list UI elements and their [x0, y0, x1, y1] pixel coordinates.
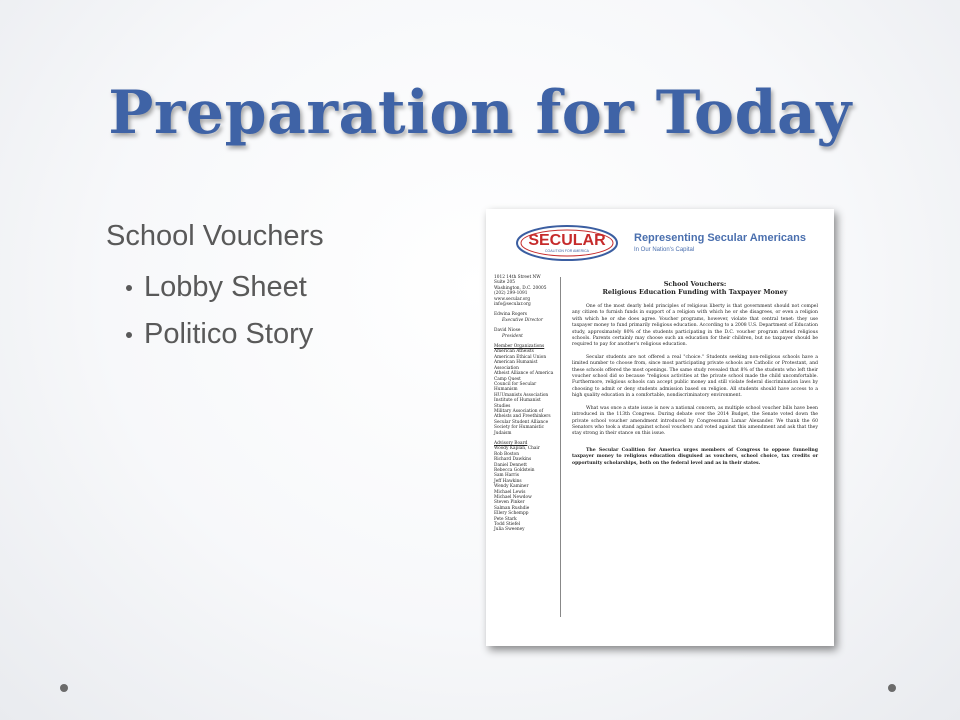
logo-text: SECULAR	[528, 232, 606, 249]
nav-dot-left	[60, 684, 68, 692]
member-item: Council for Secular Humanism	[494, 381, 537, 393]
member-item: American Humanist Association	[494, 360, 538, 371]
member-item: Secular Student Alliance	[494, 419, 549, 425]
bullet-label: Lobby Sheet	[144, 271, 307, 303]
doc-subheadline: Religious Education Funding with Taxpayer Money	[602, 287, 788, 296]
slide-body	[106, 220, 324, 365]
address-block	[494, 275, 558, 307]
bullet-item	[126, 318, 324, 351]
advisory-item: Richard Dawkins	[494, 457, 532, 463]
advisory-item: Todd Stiefel	[494, 522, 521, 528]
doc-closing: The Secular Coalition for America urges members of Congress to oppose funneling taxpayer money to religious education disguised as vouchers, school choice, tax credits or opportunity scholarships, both on the federal level and as in their states.	[572, 447, 818, 466]
advisory-item: Rebecca Goldstein	[494, 468, 535, 473]
member-item: American Atheists	[494, 349, 534, 355]
org-tagline: In Our Nation's Capital	[634, 247, 695, 253]
slide-title: Preparation for Today	[108, 78, 852, 148]
advisory-item: Julia Sweeney	[494, 527, 525, 533]
address-line: info@secular.org	[494, 302, 531, 308]
doc-divider	[560, 277, 561, 617]
address-line: Washington, D.C. 20005	[494, 285, 547, 291]
member-list	[494, 344, 558, 436]
address-line: www.secular.org	[494, 296, 531, 302]
staff-role: Executive Director	[502, 317, 543, 323]
member-item: Institute of Humanist Studies	[494, 398, 541, 409]
bullet-item	[126, 271, 324, 304]
secular-coalition-logo	[515, 223, 619, 263]
advisory-item: Woody Kaplan, Chair	[494, 446, 540, 452]
bullet-icon	[126, 332, 132, 338]
staff-name: David Niose	[494, 328, 521, 334]
nav-dot-right	[888, 684, 896, 692]
address-line: Suite 205	[494, 280, 515, 286]
doc-paragraph: Secular students are not offered a real "choice." Students seeking non-religious schools have a limited number to choose from, since most participating private schools are Catholic or Protestant, and these schools offered the most openings. The same study revealed that 8% of the students who left their voucher school did so because "religious activities at the private school made the child uncomfortable. Furthermore, religious schools can accept public money and still violate federal discrimination laws by choosing to admit or deny students admission based on religion. All students should have access to a high quality education in a comfortable, nondiscriminatory environment.	[572, 354, 818, 399]
member-heading: Member Organizations	[494, 344, 545, 350]
doc-main	[572, 281, 818, 473]
advisory-item: Ellery Schempp	[494, 511, 529, 517]
president-block	[494, 328, 558, 339]
logo-subtext: COALITION FOR AMERICA	[545, 249, 589, 253]
advisory-item: Daniel Dennett	[494, 462, 527, 468]
member-item: American Ethical Union	[494, 354, 547, 360]
doc-headline: School Vouchers:	[663, 280, 727, 288]
advisory-item: Pete Stark	[494, 516, 517, 522]
org-name: Representing Secular Americans	[634, 232, 806, 244]
slide-heading: School Vouchers	[106, 220, 324, 252]
doc-paragraph: One of the most dearly held principles of religious liberty is that government should not compel any citizen to furnish funds in support of a religion with which he or she disagrees, or even a religion with which he or she does agree. Voucher programs, however, violate that central tenet: they use taxpayer money to fund primarily religious education. According to a 2008 U.S. Department of Education study, approximately 80% of the students participating in the D.C. voucher program attend religious schools. Parents certainly may choose such an education for their children, but no taxpayer should be required to pay for another's religious education.	[572, 304, 818, 348]
staff-name: Edwina Rogers	[494, 312, 528, 318]
advisory-item: Rob Boston	[494, 451, 519, 457]
member-item: Military Association of Atheists and Freethinkers	[494, 408, 551, 420]
bullet-list	[106, 271, 324, 351]
advisory-item: Jeff Hawkins	[494, 478, 522, 484]
bullet-icon	[126, 285, 132, 291]
member-item: Atheist Alliance of America	[494, 371, 554, 377]
lobby-sheet-image	[486, 209, 834, 646]
address-line: 1012 14th Street NW	[494, 275, 541, 280]
advisory-item: Wendy Kaminer	[494, 484, 529, 490]
advisory-heading: Advisory Board	[494, 440, 528, 446]
advisory-item: Steven Pinker	[494, 500, 525, 506]
advisory-item: Michael Newdow	[494, 495, 532, 501]
advisory-item: Michael Lewis	[494, 489, 526, 495]
member-item: HUUmanists Association	[494, 392, 549, 398]
member-item: Society for Humanistic Judaism	[494, 425, 544, 436]
member-item: Camp Quest	[494, 376, 521, 382]
advisory-item: Sam Harris	[494, 473, 519, 479]
advisory-item: Salman Rushdie	[494, 505, 530, 511]
exec-block	[494, 312, 558, 323]
doc-paragraph: What was once a state issue is now a national concern, as multiple school voucher bills have been introduced in the 113th Congress. During debate over the 2014 Budget, the Senate voted down the private school voucher amendment introduced by Congressman Lamar Alexander. We thank the 60 Senators who took a stand against school vouchers and voted against this amendment and ask that they stay strong in their stance on this issue.	[572, 405, 818, 437]
staff-role: President	[502, 333, 523, 339]
advisory-list	[494, 441, 558, 533]
address-line: (202) 299-1091	[494, 291, 528, 297]
doc-sidebar	[494, 275, 558, 538]
bullet-label: Politico Story	[144, 318, 314, 350]
